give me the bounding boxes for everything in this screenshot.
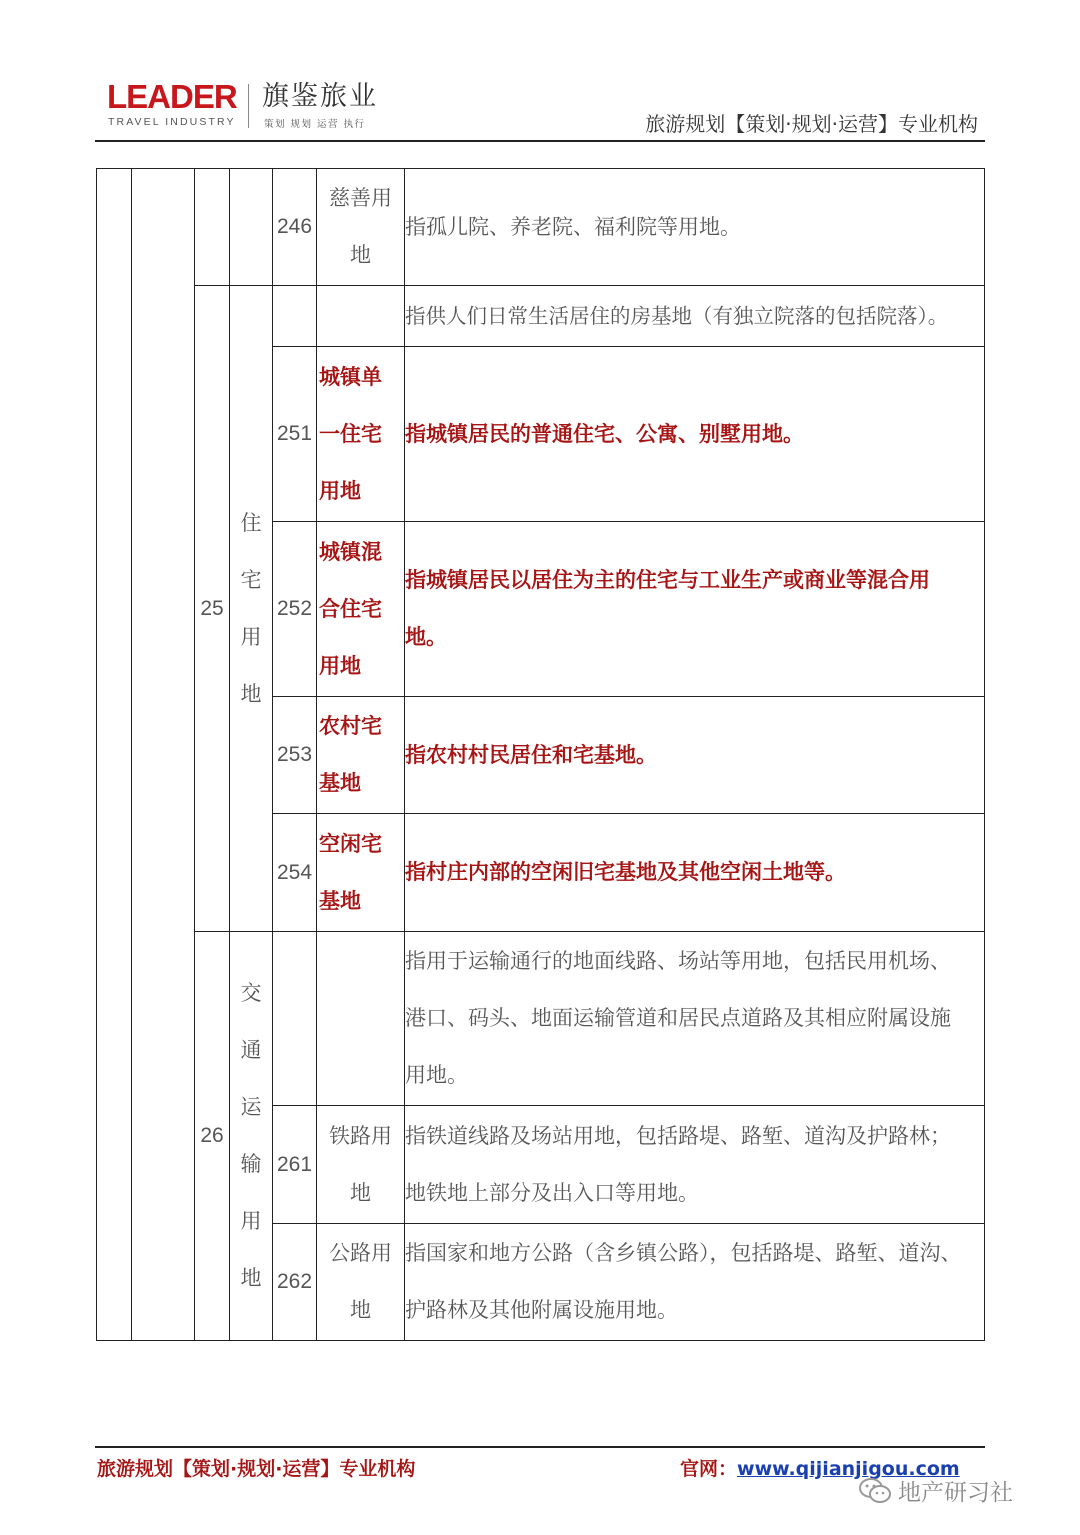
desc-261-line: 地铁地上部分及出入口等用地。: [405, 1180, 699, 1205]
name-254-line: 基地: [319, 888, 361, 913]
footer-slogan: 旅游规划【策划·规划·运营】专业机构: [97, 1458, 416, 1480]
desc-262: [405, 1224, 985, 1341]
name-262-line: 地: [350, 1298, 371, 1322]
code-253: 253: [273, 697, 317, 814]
watermark: [858, 1474, 1013, 1511]
name-253: [317, 697, 405, 814]
name-26-char: 用: [240, 1209, 262, 1233]
desc-262-line: 护路林及其他附属设施用地。: [405, 1298, 678, 1322]
name-251: [317, 347, 405, 522]
logo-divider: [248, 84, 249, 128]
name-25-char: 宅: [240, 567, 262, 592]
logo-en-subtitle: TRAVEL INDUSTRY: [108, 116, 236, 128]
desc-26-line: 指用于运输通行的地面线路、场站等用地，包括民用机场、: [405, 949, 951, 973]
cell-26-name-empty: [317, 932, 405, 1106]
desc-25-text: 指供人们日常生活居住的房基地（有独立院落的包括院落）。: [405, 304, 949, 328]
name-246: [317, 169, 405, 286]
wechat-icon: [858, 1477, 892, 1511]
name-25: [230, 286, 273, 932]
header-rule: [95, 140, 985, 142]
name-252-line: 用地: [319, 653, 361, 678]
table-row-26: [97, 932, 985, 1106]
name-252: [317, 522, 405, 697]
table-row-246: [97, 169, 985, 286]
watermark-text: 地产研习社: [898, 1480, 1013, 1506]
cell-25-name-empty: [317, 286, 405, 347]
desc-261: [405, 1106, 985, 1224]
desc-253: 指农村村民居住和宅基地。: [405, 697, 985, 814]
name-254: [317, 814, 405, 932]
desc-252-line: 地。: [405, 625, 447, 649]
name-26-char: 运: [240, 1095, 262, 1119]
code-261: 261: [273, 1106, 317, 1224]
name-262: [317, 1224, 405, 1341]
code-254: 254: [273, 814, 317, 932]
name-251-line: 城镇单: [319, 364, 382, 389]
code-246: 246: [273, 169, 317, 286]
name-25-char: 住: [240, 510, 262, 535]
code-25: 25: [195, 286, 230, 932]
table-row-25: [97, 286, 985, 347]
name-253-line: 基地: [319, 771, 361, 795]
desc-261-line: 指铁道线路及场站用地，包括路堤、路堑、道沟及护路林；: [405, 1123, 951, 1148]
code-262: 262: [273, 1224, 317, 1341]
code-252: 252: [273, 522, 317, 697]
land-use-table: [96, 168, 985, 1341]
name-262-line: 公路用: [329, 1241, 392, 1265]
logo-cn: 旗鉴旅业: [262, 81, 378, 112]
cell-246-parent-name: [230, 169, 273, 286]
name-254-line: 空闲宅: [319, 831, 382, 856]
name-253-line: 农村宅: [319, 714, 382, 738]
logo-en: LEADER: [107, 78, 237, 115]
cell-25-code-empty: [273, 286, 317, 347]
name-26-char: 通: [240, 1038, 262, 1062]
name-252-line: 合住宅: [319, 596, 382, 621]
desc-262-line: 指国家和地方公路（含乡镇公路），包括路堤、路堑、道沟、: [405, 1241, 962, 1265]
name-26: [230, 932, 273, 1341]
desc-254: 指村庄内部的空闲旧宅基地及其他空闲土地等。: [405, 814, 985, 932]
name-26-char: 输: [240, 1152, 262, 1176]
cell-246-parent-code: [195, 169, 230, 286]
cell-level1-name: [132, 169, 195, 1341]
desc-26: [405, 932, 985, 1106]
cell-level1-code: [97, 169, 132, 1341]
footer-rule: [95, 1446, 985, 1448]
name-26-char: 地: [240, 1266, 262, 1290]
name-246-line: 地: [350, 243, 371, 267]
desc-26-line: 港口、码头、地面运输管道和居民点道路及其相应附属设施: [405, 1006, 951, 1030]
desc-251: 指城镇居民的普通住宅、公寓、别墅用地。: [405, 347, 985, 522]
logo-cn-subtitle: 策划 规划 运营 执行: [264, 119, 366, 130]
name-25-char: 地: [240, 681, 262, 706]
name-252-line: 城镇混: [319, 539, 382, 564]
footer-website-link[interactable]: www.qijianjigou.com: [737, 1458, 960, 1480]
desc-25: [405, 286, 985, 347]
code-251: 251: [273, 347, 317, 522]
desc-252: [405, 522, 985, 697]
desc-26-line: 用地。: [405, 1063, 468, 1087]
name-246-line: 慈善用: [329, 186, 392, 210]
name-251-line: 一住宅: [319, 421, 382, 446]
name-261-line: 铁路用: [329, 1123, 392, 1148]
name-26-char: 交: [240, 981, 262, 1005]
name-25-char: 用: [240, 624, 262, 649]
code-26: 26: [195, 932, 230, 1341]
cell-26-code-empty: [273, 932, 317, 1106]
header-slogan: 旅游规划【策划·规划·运营】专业机构: [645, 112, 978, 136]
desc-246: 指孤儿院、养老院、福利院等用地。: [405, 169, 985, 286]
name-261-line: 地: [350, 1180, 371, 1205]
name-251-line: 用地: [319, 478, 361, 503]
name-261: [317, 1106, 405, 1224]
footer-website-label: 官网：: [680, 1458, 738, 1480]
desc-252-line: 指城镇居民以居住为主的住宅与工业生产或商业等混合用: [405, 568, 930, 592]
